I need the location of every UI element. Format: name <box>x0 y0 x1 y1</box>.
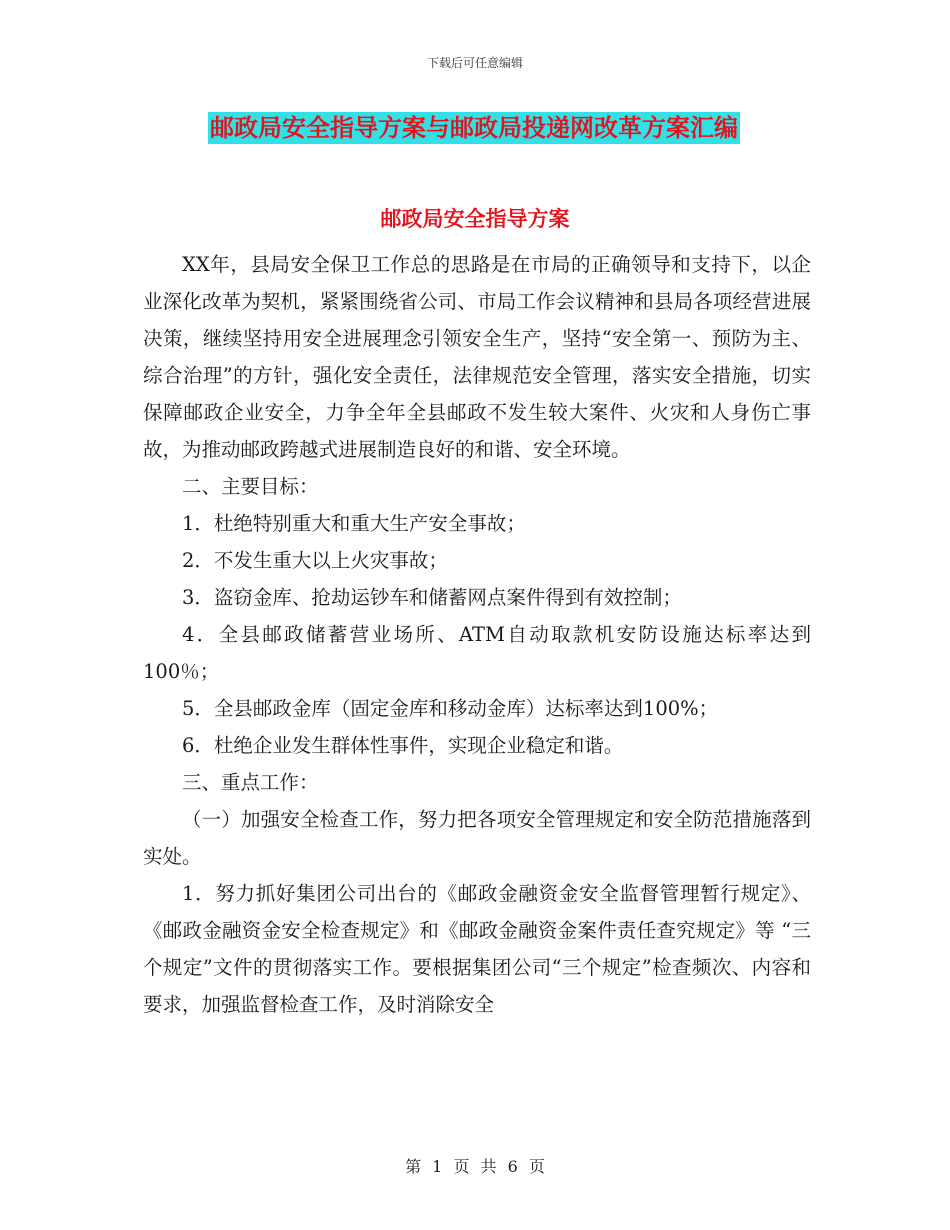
goal-item-5: 5．全县邮政金库（固定金库和移动金库）达标率达到100%； <box>182 697 719 720</box>
heading-main-goals: 二、主要目标： <box>182 475 319 498</box>
page-header-note: 下载后可任意编辑 <box>426 56 523 70</box>
subheading-safety-inspection: （一）加强安全检查工作，努力把各项安全管理规定和安全防范措施落到实处。 <box>143 808 811 868</box>
goal-item-4: 4．全县邮政储蓄营业场所、ATM自动取款机安防设施达标率达到100％； <box>143 623 811 683</box>
goal-item-3: 3．盗窃金库、抢劫运钞车和储蓄网点案件得到有效控制； <box>182 586 682 609</box>
goal-item-2: 2．不发生重大以上火灾事故； <box>182 549 448 572</box>
section-title: 邮政局安全指导方案 <box>380 207 570 231</box>
document-title: 邮政局安全指导方案与邮政局投递网改革方案汇编 <box>210 114 738 142</box>
heading-key-work: 三、重点工作： <box>182 771 319 794</box>
goal-item-1: 1．杜绝特别重大和重大生产安全事故； <box>182 512 526 535</box>
goal-item-6: 6．杜绝企业发生群体性事件，实现企业稳定和谐。 <box>182 734 624 757</box>
page-number-footer: 第 1 页 共 6 页 <box>405 1157 545 1176</box>
paragraph-intro: XX年，县局安全保卫工作总的思路是在市局的正确领导和支持下，以企业深化改革为契机，紧紧围绕省公司、市局工作会议精神和县局各项经营进展决策，继续坚持用安全进展理念引领安全生产，坚持“安全第一、预防为主、综合治理”的方针，强化安全责任，法律规范安全管理，落实安全措施，切实保障邮政企业安全，力争全年全县邮政不发生较大案件、火灾和人身伤亡事故，为推动邮政跨越式进展制造良好的和谐、安全环境。 <box>143 253 811 461</box>
document-body <box>143 246 811 1023</box>
work-item-1: 1．努力抓好集团公司出台的《邮政金融资金安全监督管理暂行规定》、《邮政金融资金安全检查规定》和《邮政金融资金案件责任查究规定》等 “三个规定”文件的贯彻落实工作。要根据集团公司“三个规定”检查频次、内容和要求，加强监督检查工作，及时消除安全 <box>143 882 811 1016</box>
